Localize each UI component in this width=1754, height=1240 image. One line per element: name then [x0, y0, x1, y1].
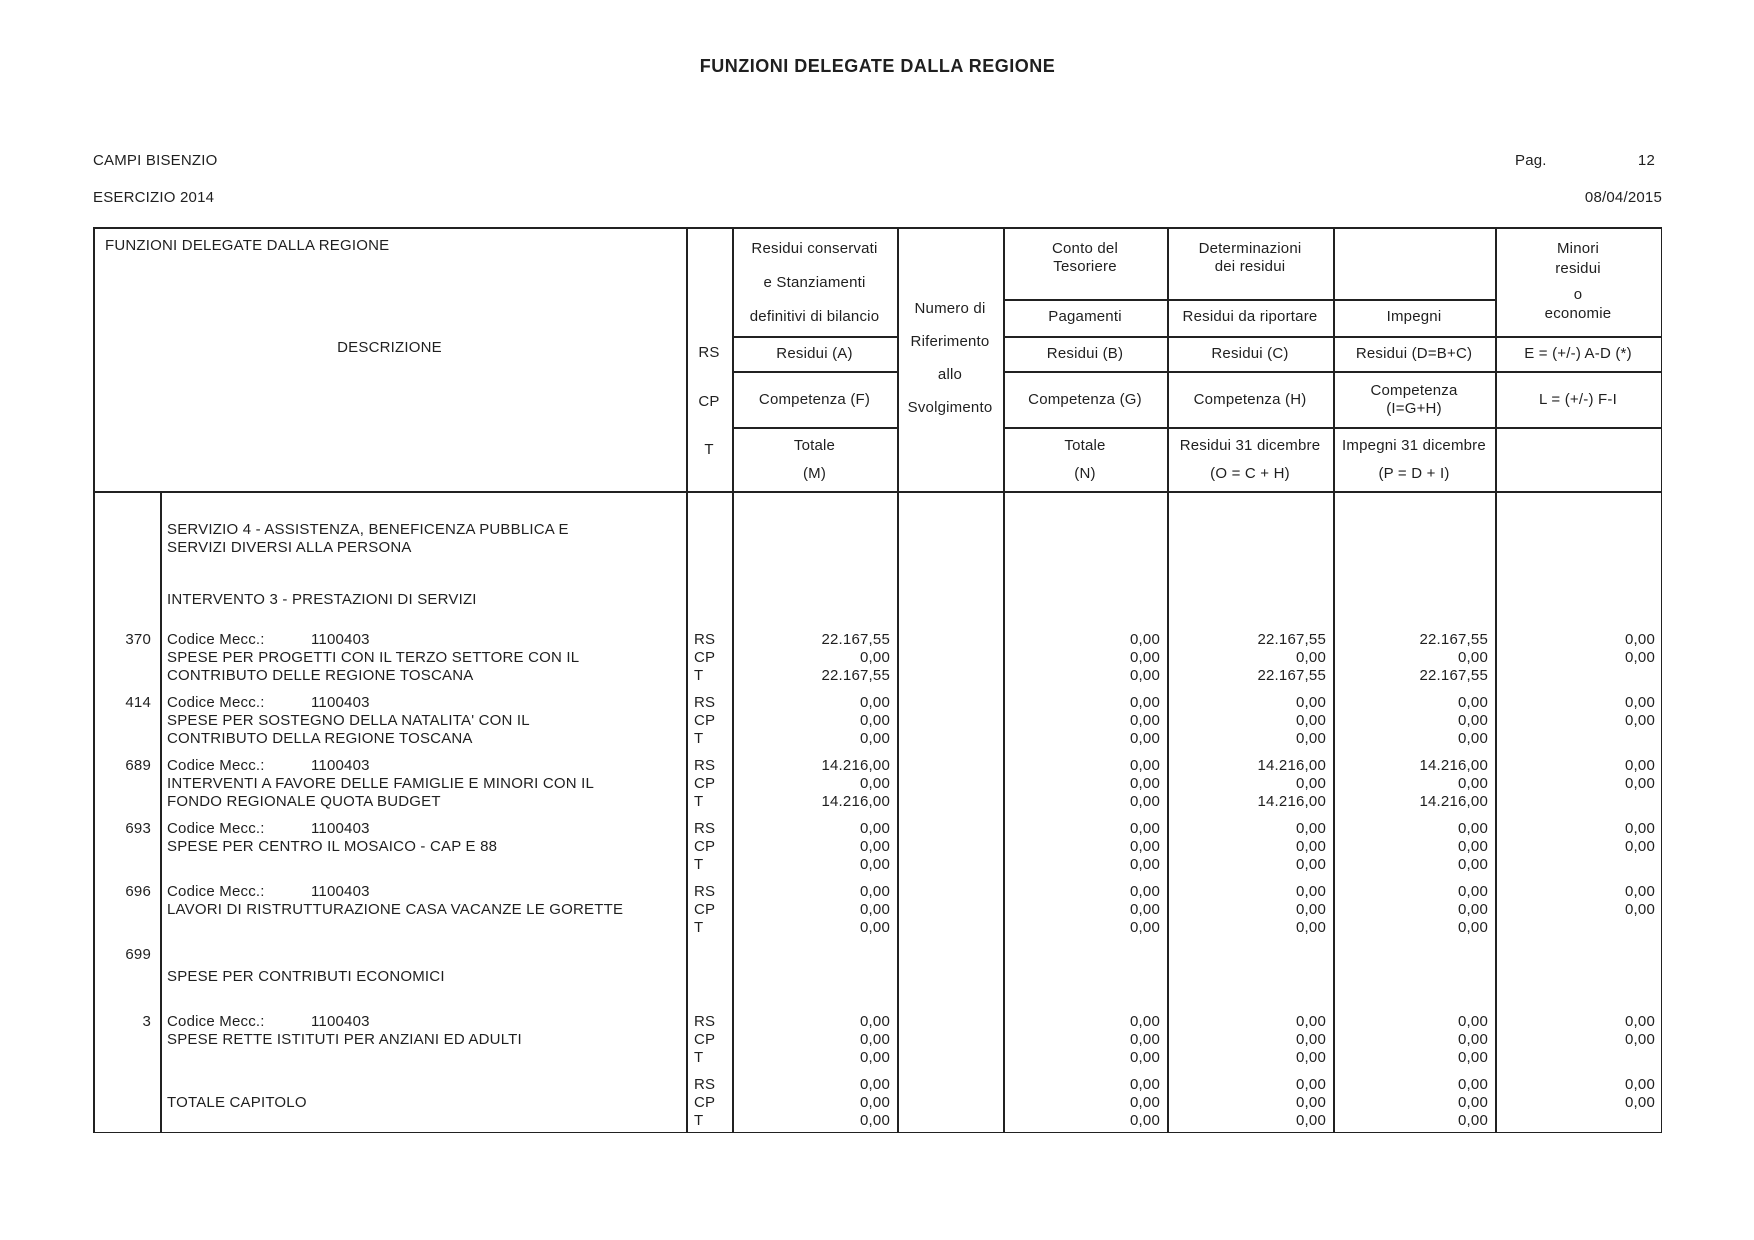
- value-cell: 0,00: [1296, 694, 1326, 711]
- value-cell: 22.167,55: [1419, 631, 1488, 648]
- page-label: Pag.: [1515, 152, 1547, 169]
- value-cell: 0,00: [1458, 1013, 1488, 1030]
- value-cell: 0,00: [860, 712, 890, 729]
- column-header-d-sub: Impegni: [1386, 308, 1442, 325]
- value-cell: 0,00: [1130, 667, 1160, 684]
- column-divider: [160, 491, 162, 1133]
- column-header-num-line4: Svolgimento: [907, 399, 993, 416]
- subrow-rs-label: RS: [694, 820, 716, 837]
- value-cell: 0,00: [860, 901, 890, 918]
- row-divider: [732, 336, 897, 338]
- value-cell: 0,00: [1296, 1112, 1326, 1129]
- value-cell: 0,00: [1130, 631, 1160, 648]
- row-divider: [93, 227, 1662, 229]
- value-cell: 0,00: [1130, 919, 1160, 936]
- value-cell: 0,00: [1130, 1094, 1160, 1111]
- value-cell: 0,00: [1625, 631, 1655, 648]
- value-cell: 0,00: [1296, 730, 1326, 747]
- value-cell: 22.167,55: [821, 667, 890, 684]
- value-cell: 0,00: [1458, 838, 1488, 855]
- column-header-b-residui: Residui (B): [1046, 345, 1124, 362]
- column-header-d-competenza-line1: Competenza: [1370, 382, 1458, 399]
- value-cell: 0,00: [1130, 1031, 1160, 1048]
- exercise-label: ESERCIZIO 2014: [93, 189, 215, 206]
- value-cell: 0,00: [860, 775, 890, 792]
- value-cell: 0,00: [1130, 1112, 1160, 1129]
- column-divider: [93, 227, 95, 1133]
- row-divider: [1003, 299, 1495, 301]
- value-cell: 14.216,00: [1257, 757, 1326, 774]
- row-divider: [1003, 336, 1662, 338]
- column-header-e-line3: o: [1573, 286, 1583, 303]
- value-cell: 0,00: [860, 1094, 890, 1111]
- row-divider: [1003, 427, 1662, 429]
- value-cell: 0,00: [860, 856, 890, 873]
- row-desc-line: SPESE RETTE ISTITUTI PER ANZIANI ED ADULTI: [167, 1031, 522, 1048]
- subrow-cp-label: CP: [694, 1094, 716, 1111]
- value-cell: 0,00: [860, 1049, 890, 1066]
- subrow-cp-label: CP: [694, 712, 716, 729]
- value-cell: 0,00: [860, 838, 890, 855]
- value-cell: 0,00: [860, 1112, 890, 1129]
- value-cell: 0,00: [1458, 856, 1488, 873]
- row-divider: [93, 1132, 1662, 1134]
- value-cell: 0,00: [1130, 730, 1160, 747]
- column-header-c-residui: Residui (C): [1211, 345, 1289, 362]
- value-cell: 0,00: [1296, 1031, 1326, 1048]
- value-cell: 0,00: [1458, 1076, 1488, 1093]
- codice-mecc-label: Codice Mecc.:: [167, 820, 265, 837]
- value-cell: 0,00: [860, 883, 890, 900]
- subrow-rs-label: RS: [694, 631, 716, 648]
- value-cell: 0,00: [1296, 838, 1326, 855]
- column-header-b-title2: Tesoriere: [1053, 258, 1117, 275]
- row-number: 699: [125, 946, 151, 963]
- row-desc-line: INTERVENTI A FAVORE DELLE FAMIGLIE E MINORI CON IL: [167, 775, 595, 792]
- subrow-rs-label: RS: [694, 757, 716, 774]
- value-cell: 0,00: [1458, 1112, 1488, 1129]
- column-header-b-totale-code: (N): [1074, 465, 1096, 482]
- value-cell: 0,00: [1296, 1076, 1326, 1093]
- column-header-a-line3: definitivi di bilancio: [749, 308, 880, 325]
- value-cell: 0,00: [1296, 856, 1326, 873]
- value-cell: 22.167,55: [1419, 667, 1488, 684]
- row-number: 3: [142, 1013, 151, 1030]
- row-divider: [1003, 371, 1662, 373]
- subrow-cp-label: CP: [694, 838, 716, 855]
- row-divider: [732, 427, 897, 429]
- column-header-e-formula-competenza: L = (+/-) F-I: [1539, 391, 1617, 408]
- value-cell: 0,00: [1130, 901, 1160, 918]
- column-header-a-totale: Totale: [793, 437, 836, 454]
- value-cell: 0,00: [860, 1076, 890, 1093]
- column-header-c-totale-code: (O = C + H): [1210, 465, 1290, 482]
- value-cell: 0,00: [1625, 649, 1655, 666]
- value-cell: 0,00: [1458, 1049, 1488, 1066]
- entity-name: CAMPI BISENZIO: [93, 152, 218, 169]
- column-header-a-totale-code: (M): [802, 465, 827, 482]
- row-divider: [93, 491, 1662, 493]
- codice-mecc-value: 1100403: [311, 631, 370, 648]
- column-header-d-residui: Residui (D=B+C): [1355, 345, 1473, 362]
- codice-mecc-label: Codice Mecc.:: [167, 757, 265, 774]
- value-cell: 14.216,00: [821, 757, 890, 774]
- subrow-rs-label: RS: [694, 883, 716, 900]
- value-cell: 0,00: [1625, 775, 1655, 792]
- value-cell: 0,00: [1458, 883, 1488, 900]
- column-header-e-line2: residui: [1555, 260, 1601, 277]
- subrow-cp-label: CP: [694, 901, 716, 918]
- value-cell: 0,00: [1130, 1049, 1160, 1066]
- column-header-t: T: [704, 441, 714, 458]
- subrow-rs-label: RS: [694, 1013, 716, 1030]
- row-desc-line: LAVORI DI RISTRUTTURAZIONE CASA VACANZE LE GORETTE: [167, 901, 624, 918]
- column-header-descrizione: DESCRIZIONE: [337, 339, 442, 356]
- value-cell: 0,00: [860, 694, 890, 711]
- row-desc-line: SPESE PER CENTRO IL MOSAICO - CAP E 88: [167, 838, 498, 855]
- column-divider: [1661, 227, 1663, 1133]
- value-cell: 0,00: [1130, 775, 1160, 792]
- value-cell: 0,00: [1296, 901, 1326, 918]
- column-header-rs: RS: [698, 344, 720, 361]
- column-header-a-residui: Residui (A): [776, 345, 853, 362]
- subrow-cp-label: CP: [694, 649, 716, 666]
- subrow-t-label: T: [694, 793, 704, 810]
- codice-mecc-label: Codice Mecc.:: [167, 631, 265, 648]
- column-header-c-title2: dei residui: [1214, 258, 1286, 275]
- codice-mecc-value: 1100403: [311, 820, 370, 837]
- value-cell: 22.167,55: [821, 631, 890, 648]
- column-header-c-sub: Residui da riportare: [1182, 308, 1318, 325]
- value-cell: 0,00: [860, 820, 890, 837]
- column-header-b-title1: Conto del: [1051, 240, 1118, 257]
- value-cell: 0,00: [860, 1031, 890, 1048]
- value-cell: 0,00: [860, 730, 890, 747]
- column-header-c-competenza: Competenza (H): [1193, 391, 1307, 408]
- value-cell: 0,00: [1625, 1031, 1655, 1048]
- report-table: [93, 227, 1662, 1133]
- value-cell: 0,00: [1458, 901, 1488, 918]
- value-cell: 0,00: [1296, 919, 1326, 936]
- codice-mecc-value: 1100403: [311, 757, 370, 774]
- column-header-d-totale-code: (P = D + I): [1378, 465, 1450, 482]
- value-cell: 0,00: [1625, 1076, 1655, 1093]
- row-desc-line: SPESE PER PROGETTI CON IL TERZO SETTORE CON IL: [167, 649, 580, 666]
- column-header-a-competenza: Competenza (F): [758, 391, 871, 408]
- row-label: SPESE PER CONTRIBUTI ECONOMICI: [167, 968, 445, 985]
- column-header-d-competenza-line2: (I=G+H): [1386, 400, 1442, 417]
- value-cell: 0,00: [1458, 694, 1488, 711]
- row-desc-line: CONTRIBUTO DELLA REGIONE TOSCANA: [167, 730, 473, 747]
- value-cell: 22.167,55: [1257, 667, 1326, 684]
- value-cell: 0,00: [1130, 712, 1160, 729]
- value-cell: 0,00: [1625, 838, 1655, 855]
- column-header-b-competenza: Competenza (G): [1028, 391, 1142, 408]
- value-cell: 0,00: [1130, 649, 1160, 666]
- table-header-section-title: FUNZIONI DELEGATE DALLA REGIONE: [105, 237, 390, 254]
- column-header-a-line1: Residui conservati: [751, 240, 878, 257]
- subrow-rs-label: RS: [694, 1076, 716, 1093]
- row-desc-line: CONTRIBUTO DELLE REGIONE TOSCANA: [167, 667, 474, 684]
- section-heading-line2: SERVIZI DIVERSI ALLA PERSONA: [167, 539, 412, 556]
- value-cell: 14.216,00: [1419, 757, 1488, 774]
- value-cell: 0,00: [1625, 1013, 1655, 1030]
- value-cell: 0,00: [1130, 793, 1160, 810]
- section-heading-line1: SERVIZIO 4 - ASSISTENZA, BENEFICENZA PUBBLICA E: [167, 521, 569, 538]
- value-cell: 14.216,00: [1257, 793, 1326, 810]
- subrow-t-label: T: [694, 1112, 704, 1129]
- subrow-t-label: T: [694, 919, 704, 936]
- value-cell: 0,00: [1458, 1094, 1488, 1111]
- value-cell: 0,00: [1625, 712, 1655, 729]
- value-cell: 0,00: [1625, 820, 1655, 837]
- column-divider: [686, 227, 688, 1133]
- value-cell: 0,00: [860, 1013, 890, 1030]
- row-number: 689: [125, 757, 151, 774]
- value-cell: 0,00: [1458, 730, 1488, 747]
- value-cell: 0,00: [1296, 1094, 1326, 1111]
- column-header-num-line1: Numero di: [914, 300, 986, 317]
- column-header-c-totale: Residui 31 dicembre: [1179, 437, 1321, 454]
- value-cell: 14.216,00: [821, 793, 890, 810]
- value-cell: 0,00: [1130, 694, 1160, 711]
- row-desc-line: FONDO REGIONALE QUOTA BUDGET: [167, 793, 441, 810]
- value-cell: 0,00: [1130, 820, 1160, 837]
- column-header-cp: CP: [698, 393, 720, 410]
- column-header-c-title1: Determinazioni: [1198, 240, 1302, 257]
- column-header-a-line2: e Stanziamenti: [763, 274, 866, 291]
- report-date: 08/04/2015: [1584, 189, 1662, 206]
- value-cell: 0,00: [1130, 883, 1160, 900]
- value-cell: 0,00: [1296, 1049, 1326, 1066]
- value-cell: 0,00: [1296, 820, 1326, 837]
- row-desc-line: SPESE PER SOSTEGNO DELLA NATALITA' CON IL: [167, 712, 530, 729]
- value-cell: 0,00: [1296, 649, 1326, 666]
- value-cell: 0,00: [1130, 757, 1160, 774]
- column-divider: [1495, 227, 1497, 1133]
- value-cell: 0,00: [1625, 901, 1655, 918]
- value-cell: 0,00: [1625, 694, 1655, 711]
- column-header-num-line2: Riferimento: [910, 333, 990, 350]
- value-cell: 0,00: [1130, 856, 1160, 873]
- column-header-b-sub: Pagamenti: [1048, 308, 1122, 325]
- value-cell: 0,00: [1130, 1013, 1160, 1030]
- row-number: 370: [125, 631, 151, 648]
- value-cell: 0,00: [1296, 1013, 1326, 1030]
- value-cell: 14.216,00: [1419, 793, 1488, 810]
- column-divider: [897, 227, 899, 1133]
- subrow-t-label: T: [694, 856, 704, 873]
- value-cell: 0,00: [1458, 775, 1488, 792]
- value-cell: 22.167,55: [1257, 631, 1326, 648]
- codice-mecc-value: 1100403: [311, 694, 370, 711]
- codice-mecc-value: 1100403: [311, 1013, 370, 1030]
- codice-mecc-value: 1100403: [311, 883, 370, 900]
- column-header-e-line4: economie: [1544, 305, 1612, 322]
- value-cell: 0,00: [1296, 883, 1326, 900]
- codice-mecc-label: Codice Mecc.:: [167, 1013, 265, 1030]
- value-cell: 0,00: [1625, 757, 1655, 774]
- subrow-t-label: T: [694, 667, 704, 684]
- column-header-b-totale: Totale: [1064, 437, 1106, 454]
- codice-mecc-label: Codice Mecc.:: [167, 694, 265, 711]
- column-header-num-line3: allo: [937, 366, 963, 383]
- value-cell: 0,00: [1130, 838, 1160, 855]
- column-header-e-line1: Minori: [1556, 240, 1600, 257]
- row-number: 414: [125, 694, 151, 711]
- value-cell: 0,00: [1458, 820, 1488, 837]
- value-cell: 0,00: [1458, 1031, 1488, 1048]
- subrow-cp-label: CP: [694, 1031, 716, 1048]
- column-header-e-formula-residui: E = (+/-) A-D (*): [1524, 345, 1632, 362]
- section-heading-line3: INTERVENTO 3 - PRESTAZIONI DI SERVIZI: [167, 591, 477, 608]
- value-cell: 0,00: [1625, 1094, 1655, 1111]
- subrow-t-label: T: [694, 1049, 704, 1066]
- value-cell: 0,00: [1458, 712, 1488, 729]
- value-cell: 0,00: [1625, 883, 1655, 900]
- value-cell: 0,00: [1458, 649, 1488, 666]
- page-number: 12: [1637, 152, 1655, 169]
- value-cell: 0,00: [1296, 712, 1326, 729]
- value-cell: 0,00: [1458, 919, 1488, 936]
- row-number: 696: [125, 883, 151, 900]
- codice-mecc-label: Codice Mecc.:: [167, 883, 265, 900]
- subrow-cp-label: CP: [694, 775, 716, 792]
- value-cell: 0,00: [860, 649, 890, 666]
- report-title: FUNZIONI DELEGATE DALLA REGIONE: [699, 56, 1056, 76]
- value-cell: 0,00: [1296, 775, 1326, 792]
- row-number: 693: [125, 820, 151, 837]
- value-cell: 0,00: [1130, 1076, 1160, 1093]
- totale-capitolo-label: TOTALE CAPITOLO: [167, 1094, 307, 1111]
- column-header-d-totale: Impegni 31 dicembre: [1342, 437, 1486, 454]
- row-divider: [732, 371, 897, 373]
- value-cell: 0,00: [860, 919, 890, 936]
- subrow-rs-label: RS: [694, 694, 716, 711]
- subrow-t-label: T: [694, 730, 704, 747]
